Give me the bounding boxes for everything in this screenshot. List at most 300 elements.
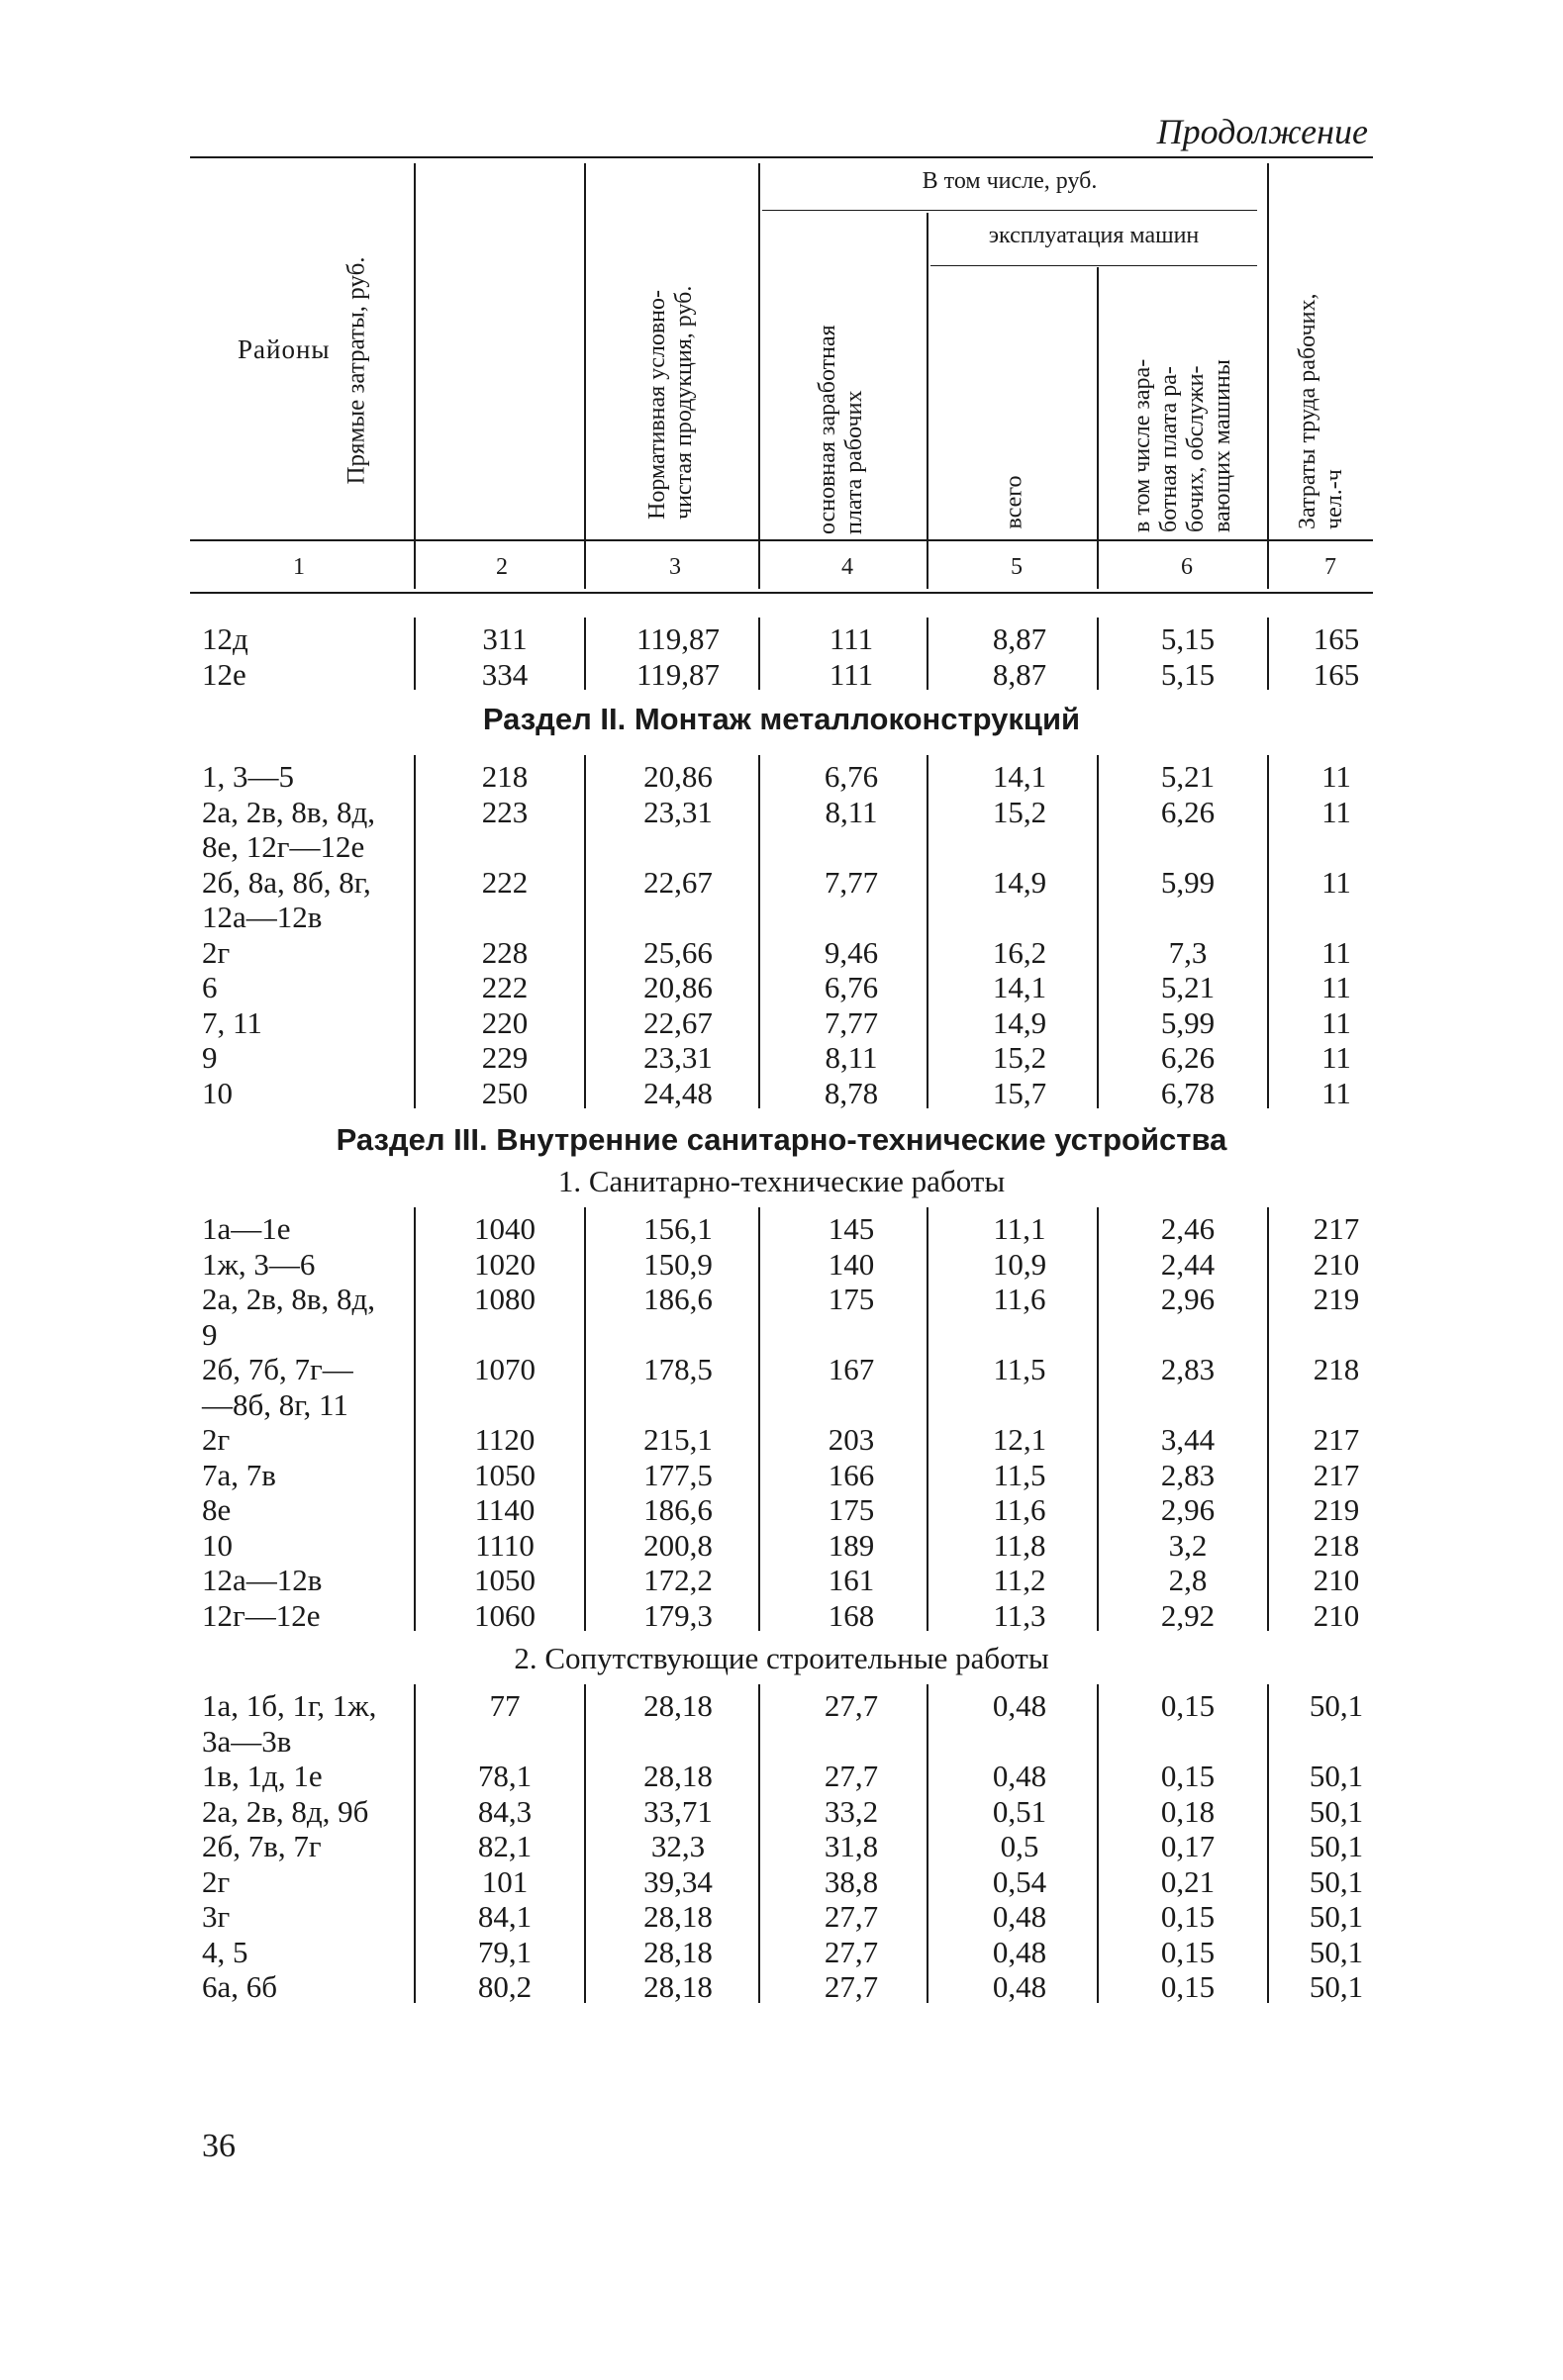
cell-value: 11,1 [993,1211,1046,1246]
cell-value: 50,1 [1309,1863,1364,1899]
body-col-divider [927,1207,928,1631]
table-row [0,1935,1563,1970]
cell-value: 0,15 [1160,1899,1216,1934]
cell-value: 9,46 [824,934,879,970]
cell-value: 33,71 [643,1793,713,1829]
cell-value: 11 [1321,759,1351,794]
cell-value: 38,8 [824,1863,879,1899]
cell-value: 218 [481,759,529,794]
cell-value: 2,8 [1168,1563,1208,1597]
cell-value: 10,9 [992,1246,1047,1282]
table-row [0,865,1563,901]
body-col-divider [1097,1207,1099,1631]
cell-value: 50,1 [1309,1793,1364,1829]
cell-value: 229 [481,1040,529,1075]
cell-district: 9 [202,1316,218,1352]
table-row [0,1458,1563,1493]
cell-district: 10 [202,1075,233,1110]
cell-value: 5,21 [1160,759,1216,794]
cell-value: 12,1 [992,1422,1047,1457]
header-col3-line2: чистая продукция, руб. [671,285,697,520]
cell-value: 39,34 [643,1863,713,1899]
table-row [0,1829,1563,1864]
body-col-divider [414,1684,416,2003]
cell-value: 119,87 [635,621,721,656]
cell-district: 1, 3—5 [202,759,294,794]
cell-district: 2а, 2в, 8в, 8д, [202,794,376,829]
body-col-divider [1267,755,1269,1108]
cell-value: 140 [828,1246,875,1282]
cell-value: 217 [1313,1422,1360,1457]
cell-value: 20,86 [643,970,713,1004]
table-row [0,1688,1563,1724]
subgroup-rule [930,265,1257,266]
cell-value: 11,8 [993,1527,1046,1563]
body-col-divider [1097,1684,1099,2003]
table-row [0,1899,1563,1935]
cell-value: 15,2 [992,1040,1047,1075]
cell-value: 5,15 [1160,621,1216,656]
cell-value: 2,96 [1160,1492,1216,1527]
cell-value: 28,18 [643,1969,713,2004]
cell-value: 0,18 [1160,1793,1216,1829]
cell-value: 186,6 [643,1492,713,1527]
colnum-5: 5 [1011,554,1023,580]
cell-value: 78,1 [477,1759,533,1793]
cell-value: 3,2 [1168,1527,1208,1563]
body-col-divider [758,1684,760,2003]
body-col-divider [1097,755,1099,1108]
cell-value: 165 [1313,656,1360,692]
cell-value: 11 [1321,970,1351,1004]
cell-value: 1050 [474,1563,536,1597]
cell-value: 27,7 [824,1934,879,1969]
cell-value: 217 [1313,1457,1360,1492]
cell-value: 7,3 [1168,934,1208,970]
table-row [0,1076,1563,1111]
cell-value: 11 [1321,1075,1351,1110]
colnum-4: 4 [841,554,853,580]
cell-district: 1а, 1б, 1г, 1ж, [202,1688,377,1723]
body-col-divider [927,1684,928,2003]
cell-value: 1020 [474,1246,536,1282]
cell-value: 203 [828,1422,875,1457]
cell-value: 50,1 [1309,1934,1364,1969]
cell-value: 23,31 [643,794,713,829]
cell-value: 28,18 [643,1934,713,1969]
cell-value: 77 [489,1688,521,1723]
table-row [0,1864,1563,1900]
cell-value: 25,66 [643,934,713,970]
cell-value: 0,15 [1160,1934,1216,1969]
cell-value: 334 [481,656,529,692]
table-row [0,621,1563,657]
cell-value: 111 [829,621,874,656]
body-col-divider [584,755,586,1108]
cell-value: 0,51 [992,1793,1047,1829]
cell-value: 11,6 [993,1492,1046,1527]
cell-district: 2б, 7в, 7г [202,1829,322,1863]
cell-value: 0,15 [1160,1688,1216,1723]
table-row [0,795,1563,830]
cell-value: 28,18 [643,1899,713,1934]
header-col2: Прямые затраты, руб. [342,256,370,485]
cell-value: 220 [481,1004,529,1040]
cell-district: 3а—3в [202,1723,292,1759]
header-col5: всего [1001,475,1027,529]
cell-value: 11 [1321,1040,1351,1075]
subsection-2-title: 2. Сопутствующие строительные работы [514,1641,1049,1675]
table-row [0,900,1563,935]
cell-value: 27,7 [824,1899,879,1934]
col-divider-3 [758,163,760,589]
header-col6-line4: вающих машины [1210,359,1235,532]
body-col-divider [414,755,416,1108]
cell-value: 1040 [474,1211,536,1246]
table-row [0,1247,1563,1283]
table-row [0,829,1563,865]
cell-value: 210 [1313,1246,1360,1282]
cell-value: 0,48 [992,1899,1047,1934]
cell-value: 32,3 [650,1829,706,1863]
header-rayony: Районы [238,334,331,364]
header-group-label: В том числе, руб. [922,168,1098,194]
colnum-3: 3 [669,554,681,580]
cell-district: 6а, 6б [202,1969,278,2004]
cell-district: 2б, 7б, 7г— [202,1352,353,1386]
cell-value: 0,54 [992,1863,1047,1899]
cell-district: 3г [202,1899,231,1934]
cell-value: 0,15 [1160,1969,1216,2004]
body-col-divider [584,1684,586,2003]
cell-district: 1ж, 3—6 [202,1246,316,1282]
table-row [0,1422,1563,1458]
col-divider-4 [927,213,928,589]
col-divider-1 [414,163,416,589]
col-divider-5 [1097,267,1099,589]
cell-value: 175 [828,1282,875,1316]
cell-value: 2,44 [1160,1246,1216,1282]
cell-value: 0,48 [992,1969,1047,2004]
cell-value: 3,44 [1160,1422,1216,1457]
header-subgroup-label: эксплуатация машин [988,223,1200,248]
cell-value: 2,83 [1160,1457,1216,1492]
cell-value: 311 [482,621,528,656]
section-2-title: Раздел II. Монтаж металлоконструкций [482,702,1081,736]
cell-value: 186,6 [643,1282,713,1316]
colnum-7: 7 [1324,554,1336,580]
cell-value: 0,5 [1000,1829,1039,1863]
cell-district: 12д [202,621,248,656]
cell-value: 11,5 [993,1352,1046,1386]
header-col6-line2: ботная плата ра- [1156,366,1182,532]
cell-district: 1а—1е [202,1211,291,1246]
cell-district: 12г—12е [202,1597,321,1633]
cell-value: 5,99 [1160,1004,1216,1040]
cell-district: 8е, 12г—12е [202,829,365,864]
table-row [0,1759,1563,1794]
section-3-title: Раздел III. Внутренние санитарно-технические устройства [336,1122,1227,1157]
header-col7-line1: Затраты труда рабочих, [1295,293,1320,529]
cell-value: 250 [481,1075,529,1110]
body-col-divider [1097,618,1099,690]
cell-value: 2,83 [1160,1352,1216,1386]
cell-district: 12а—12в [202,900,323,934]
cell-value: 6,78 [1160,1075,1216,1110]
cell-value: 16,2 [992,934,1047,970]
cell-district: 9 [202,1040,218,1075]
cell-district: 7а, 7в [202,1457,276,1492]
header-top-rule [190,156,1373,158]
header-col6-line1: в том числе зара- [1129,358,1155,532]
cell-value: 145 [828,1211,875,1246]
cell-value: 31,8 [824,1829,879,1863]
cell-value: 11 [1321,1004,1351,1040]
table-row [0,1969,1563,2005]
cell-value: 1060 [474,1597,536,1633]
cell-value: 111 [829,656,874,692]
cell-value: 156,1 [643,1211,713,1246]
cell-value: 219 [1313,1282,1360,1316]
cell-value: 50,1 [1309,1969,1364,2004]
cell-value: 5,21 [1160,970,1216,1004]
cell-value: 0,48 [992,1688,1047,1723]
table-row [0,1794,1563,1830]
cell-value: 11,2 [993,1563,1046,1597]
table-row [0,1317,1563,1353]
cell-value: 8,78 [824,1075,879,1110]
cell-value: 0,17 [1160,1829,1216,1863]
cell-value: 27,7 [824,1969,879,2004]
cell-value: 8,87 [992,621,1047,656]
cell-value: 28,18 [643,1688,713,1723]
cell-district: 7, 11 [202,1004,262,1040]
cell-value: 210 [1313,1597,1360,1633]
cell-value: 179,3 [643,1597,713,1633]
table-row [0,1005,1563,1041]
continuation-label: Продолжение [1156,112,1368,151]
body-col-divider [414,618,416,690]
cell-value: 6,26 [1160,1040,1216,1075]
cell-value: 101 [481,1863,529,1899]
cell-value: 1070 [474,1352,536,1386]
header-col4-line1: основная заработная [815,325,840,534]
cell-value: 1120 [474,1422,536,1457]
cell-value: 15,2 [992,794,1047,829]
cell-district: 2г [202,934,231,970]
colnum-1: 1 [293,554,305,580]
col-divider-2 [584,163,586,589]
cell-value: 14,9 [992,864,1047,900]
cell-value: 6,76 [824,970,879,1004]
cell-value: 11,5 [993,1457,1046,1492]
cell-value: 27,7 [824,1759,879,1793]
cell-value: 2,96 [1160,1282,1216,1316]
cell-value: 175 [828,1492,875,1527]
body-col-divider [414,1207,416,1631]
header-col3 [644,183,698,520]
cell-value: 1080 [474,1282,536,1316]
cell-value: 14,1 [992,759,1047,794]
cell-value: 228 [481,934,529,970]
cell-district: 2г [202,1422,231,1457]
cell-value: 215,1 [643,1422,713,1457]
cell-value: 50,1 [1309,1899,1364,1934]
cell-value: 22,67 [643,1004,713,1040]
cell-value: 1140 [474,1492,536,1527]
cell-value: 222 [481,864,529,900]
subsection-1-title: 1. Санитарно-технические работы [557,1164,1006,1198]
col-divider-6 [1267,163,1269,589]
header-col7-line2: чел.-ч [1321,469,1347,529]
cell-value: 28,18 [643,1759,713,1793]
cell-value: 217 [1313,1211,1360,1246]
cell-district: 2г [202,1863,231,1899]
table-row [0,1387,1563,1423]
cell-value: 84,3 [477,1793,533,1829]
cell-value: 7,77 [824,1004,879,1040]
cell-value: 167 [828,1352,875,1386]
cell-value: 22,67 [643,864,713,900]
cell-value: 210 [1313,1563,1360,1597]
body-col-divider [927,755,928,1108]
cell-value: 2,46 [1160,1211,1216,1246]
cell-value: 222 [481,970,529,1004]
table-row [0,759,1563,795]
cell-value: 23,31 [643,1040,713,1075]
cell-value: 218 [1313,1527,1360,1563]
colnum-6: 6 [1181,554,1193,580]
cell-value: 27,7 [824,1688,879,1723]
cell-value: 24,48 [643,1075,713,1110]
cell-value: 5,99 [1160,864,1216,900]
cell-district: —8б, 8г, 11 [202,1386,348,1422]
cell-district: 6 [202,970,218,1004]
cell-value: 166 [828,1457,875,1492]
cell-value: 2,92 [1160,1597,1216,1633]
header-col6 [1129,275,1236,532]
cell-value: 50,1 [1309,1688,1364,1723]
cell-value: 223 [481,794,529,829]
body-col-divider [758,618,760,690]
cell-value: 168 [828,1597,875,1633]
cell-district: 12а—12в [202,1563,323,1597]
cell-value: 11 [1321,934,1351,970]
body-col-divider [584,1207,586,1631]
colnum-bottom-rule [190,592,1373,594]
header-bottom-rule [190,539,1373,541]
cell-value: 84,1 [477,1899,533,1934]
table-row [0,970,1563,1005]
header-col4 [815,257,868,534]
cell-value: 14,1 [992,970,1047,1004]
cell-value: 8,11 [825,794,878,829]
cell-value: 82,1 [477,1829,533,1863]
body-col-divider [1267,1684,1269,2003]
table-row [0,1040,1563,1076]
cell-district: 10 [202,1527,233,1563]
cell-value: 6,26 [1160,794,1216,829]
cell-district: 2а, 2в, 8в, 8д, [202,1282,376,1316]
body-col-divider [758,755,760,1108]
table-row [0,1352,1563,1387]
cell-value: 0,15 [1160,1759,1216,1793]
table-row [0,1282,1563,1317]
cell-value: 50,1 [1309,1759,1364,1793]
cell-district: 4, 5 [202,1934,248,1969]
header-col3-line1: Нормативная условно- [644,289,670,520]
cell-value: 7,77 [824,864,879,900]
cell-value: 11 [1321,864,1351,900]
cell-value: 0,21 [1160,1863,1216,1899]
cell-value: 218 [1313,1352,1360,1386]
cell-value: 0,48 [992,1759,1047,1793]
cell-value: 11,6 [993,1282,1046,1316]
page-number: 36 [202,2128,236,2164]
table-row [0,1598,1563,1634]
body-col-divider [758,1207,760,1631]
header-col4-line2: плата рабочих [841,390,867,534]
cell-value: 11,3 [993,1597,1046,1633]
cell-value: 79,1 [477,1934,533,1969]
body-col-divider [927,618,928,690]
cell-value: 33,2 [824,1793,879,1829]
table-row [0,657,1563,693]
cell-value: 6,76 [824,759,879,794]
body-col-divider [1267,1207,1269,1631]
table-row [0,1492,1563,1528]
group-rule [762,210,1257,211]
cell-district: 2б, 8а, 8б, 8г, [202,864,371,900]
cell-value: 119,87 [635,656,721,692]
cell-value: 178,5 [643,1352,713,1386]
body-col-divider [584,618,586,690]
table-row [0,1563,1563,1598]
cell-value: 161 [828,1563,875,1597]
cell-district: 8е [202,1492,232,1527]
colnum-2: 2 [496,554,508,580]
cell-value: 5,15 [1160,656,1216,692]
table-row [0,935,1563,971]
body-col-divider [1267,618,1269,690]
cell-value: 14,9 [992,1004,1047,1040]
cell-value: 219 [1313,1492,1360,1527]
cell-value: 0,48 [992,1934,1047,1969]
cell-value: 50,1 [1309,1829,1364,1863]
cell-value: 8,87 [992,656,1047,692]
table-row [0,1211,1563,1247]
cell-district: 1в, 1д, 1е [202,1759,323,1793]
cell-district: 2а, 2в, 8д, 9б [202,1793,369,1829]
cell-value: 8,11 [825,1040,878,1075]
cell-value: 189 [828,1527,875,1563]
cell-value: 165 [1313,621,1360,656]
cell-district: 12е [202,656,246,692]
cell-value: 1110 [475,1527,535,1563]
table-row [0,1724,1563,1760]
cell-value: 20,86 [643,759,713,794]
cell-value: 150,9 [643,1246,713,1282]
header-col6-line3: бочих, обслужи- [1183,365,1209,532]
cell-value: 177,5 [643,1457,713,1492]
table-row [0,1528,1563,1564]
cell-value: 200,8 [643,1527,713,1563]
cell-value: 172,2 [643,1563,713,1597]
cell-value: 11 [1321,794,1351,829]
cell-value: 1050 [474,1457,536,1492]
cell-value: 15,7 [992,1075,1047,1110]
cell-value: 80,2 [477,1969,533,2004]
